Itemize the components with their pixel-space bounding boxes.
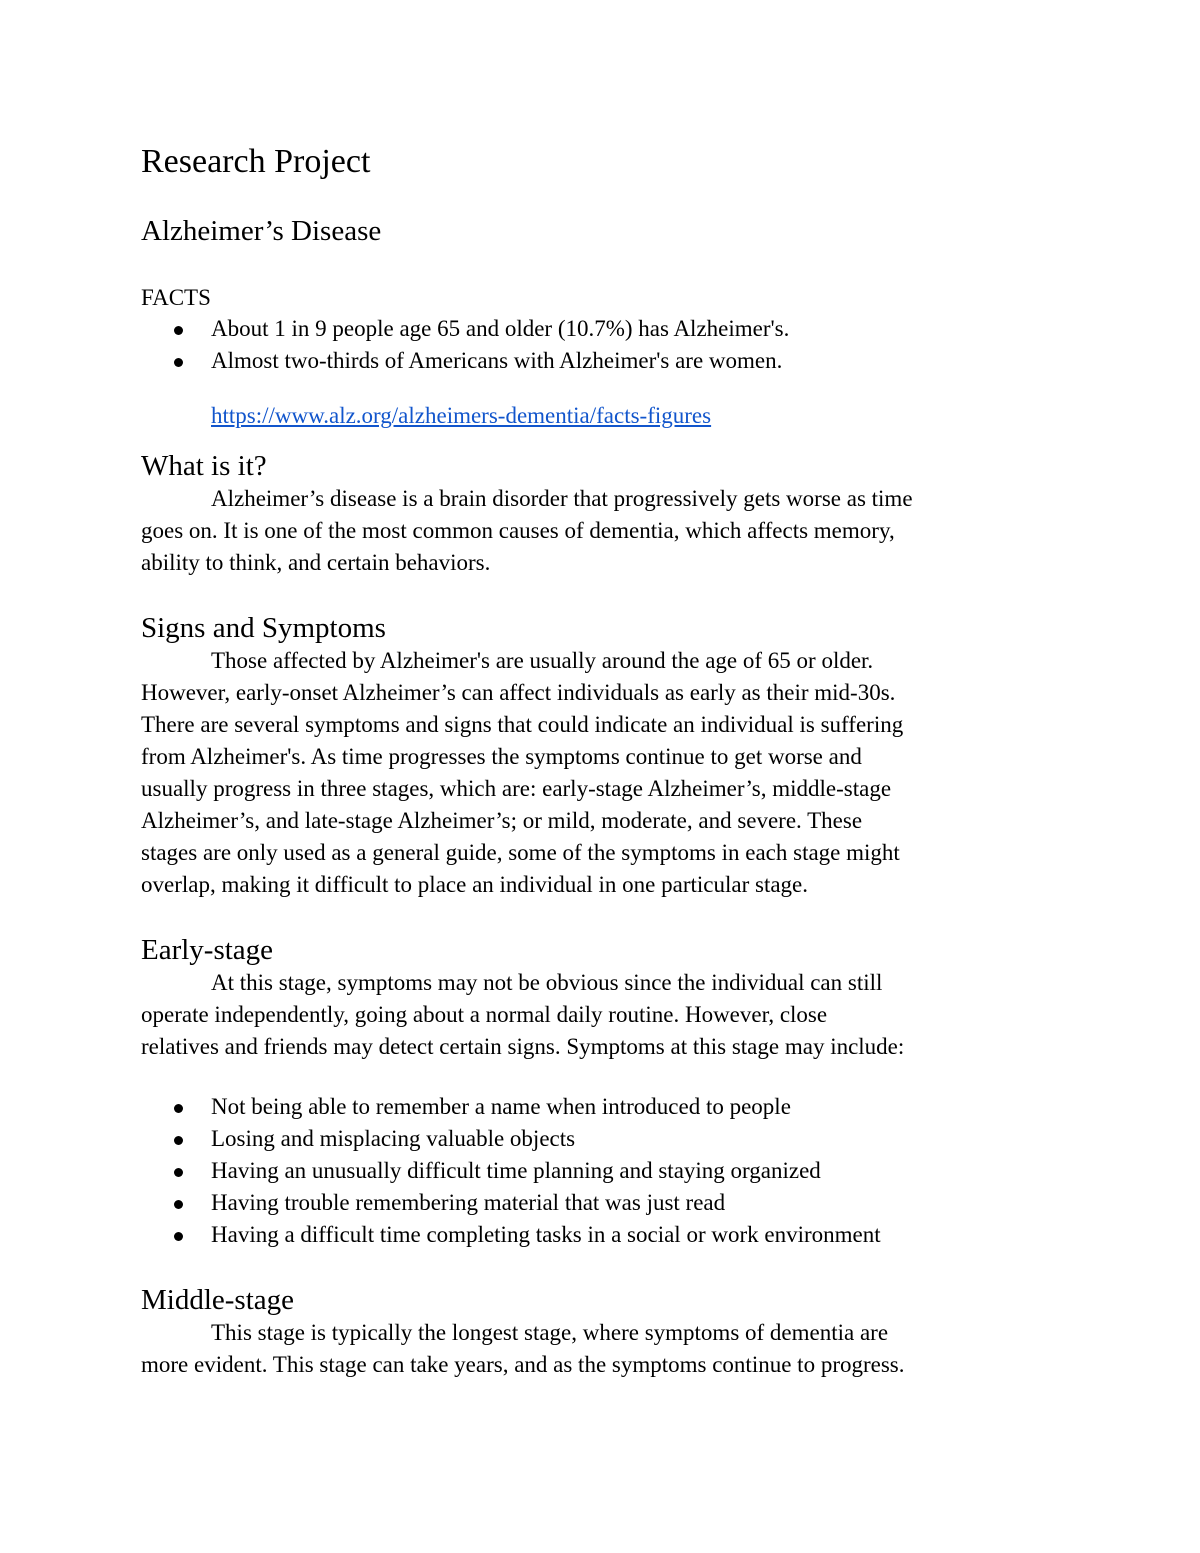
section-heading-middle-stage: Middle-stage	[141, 1284, 295, 1316]
list-item-text: Having a difficult time completing tasks in a social or work environment	[211, 1222, 881, 1247]
list-item	[141, 1219, 1060, 1251]
facts-source-link[interactable]: https://www.alz.org/alzheimers-dementia/facts-figures	[211, 403, 712, 428]
list-item-text: Losing and misplacing valuable objects	[211, 1126, 576, 1151]
bullet-icon	[174, 1232, 183, 1241]
section-heading-signs: Signs and Symptoms	[141, 612, 386, 644]
facts-list	[141, 313, 1060, 377]
spacer	[141, 579, 1060, 611]
facts-source	[211, 401, 1060, 431]
list-item-text: Not being able to remember a name when introduced to people	[211, 1094, 791, 1119]
section-text-signs: Those affected by Alzheimer's are usually around the age of 65 or older. However, early-onset Alzheimer’s can affect individuals as early as their mid-30s. There are several symptoms and signs that could indicate an individual is suffering from Alzheimer's. As time progresses the symptoms continue to get worse and usually progress in three stages, which are: early-stage Alzheimer’s, middle-stage Alzheimer’s, and late-stage Alzheimer’s; or mild, moderate, and severe. These stages are only used as a general guide, some of the symptoms in each stage might overlap, making it difficult to place an individual in one particular stage.	[141, 648, 904, 897]
bullet-icon	[174, 1136, 183, 1145]
bullet-icon	[174, 1200, 183, 1209]
list-item	[141, 1187, 1060, 1219]
spacer	[141, 1251, 1060, 1283]
list-item	[141, 1155, 1060, 1187]
bullet-icon	[174, 1104, 183, 1113]
spacer	[141, 1063, 1060, 1091]
list-item	[141, 1123, 1060, 1155]
bullet-icon	[174, 1168, 183, 1177]
list-item-text: About 1 in 9 people age 65 and older (10.7%) has Alzheimer's.	[211, 316, 790, 341]
spacer	[141, 901, 1060, 933]
section-text-middle-stage: This stage is typically the longest stage, where symptoms of dementia are more evident. This stage can take years, and as the symptoms continue to progress.	[141, 1320, 905, 1377]
document-title: Research Project	[141, 143, 371, 180]
section-text-early-stage: At this stage, symptoms may not be obvious since the individual can still operate independently, going about a normal daily routine. However, close relatives and friends may detect certain signs. Symptoms at this stage may include:	[141, 970, 905, 1059]
list-item-text: Having trouble remembering material that was just read	[211, 1190, 726, 1215]
facts-label: FACTS	[141, 285, 211, 310]
section-heading-what-is-it: What is it?	[141, 450, 267, 482]
list-item	[141, 313, 1060, 345]
section-text-what-is-it: Alzheimer’s disease is a brain disorder that progressively gets worse as time goes on. It is one of the most common causes of dementia, which affects memory, ability to think, and certain behaviors.	[141, 486, 913, 575]
list-item-text: Having an unusually difficult time planning and staying organized	[211, 1158, 821, 1183]
bullet-icon	[174, 326, 183, 335]
document-subtitle: Alzheimer’s Disease	[141, 215, 382, 247]
list-item	[141, 1091, 1060, 1123]
list-item	[141, 345, 1060, 377]
list-item-text: Almost two-thirds of Americans with Alzheimer's are women.	[211, 348, 783, 373]
bullet-icon	[174, 358, 183, 367]
section-heading-early-stage: Early-stage	[141, 934, 274, 966]
early-stage-symptom-list	[141, 1091, 1060, 1251]
